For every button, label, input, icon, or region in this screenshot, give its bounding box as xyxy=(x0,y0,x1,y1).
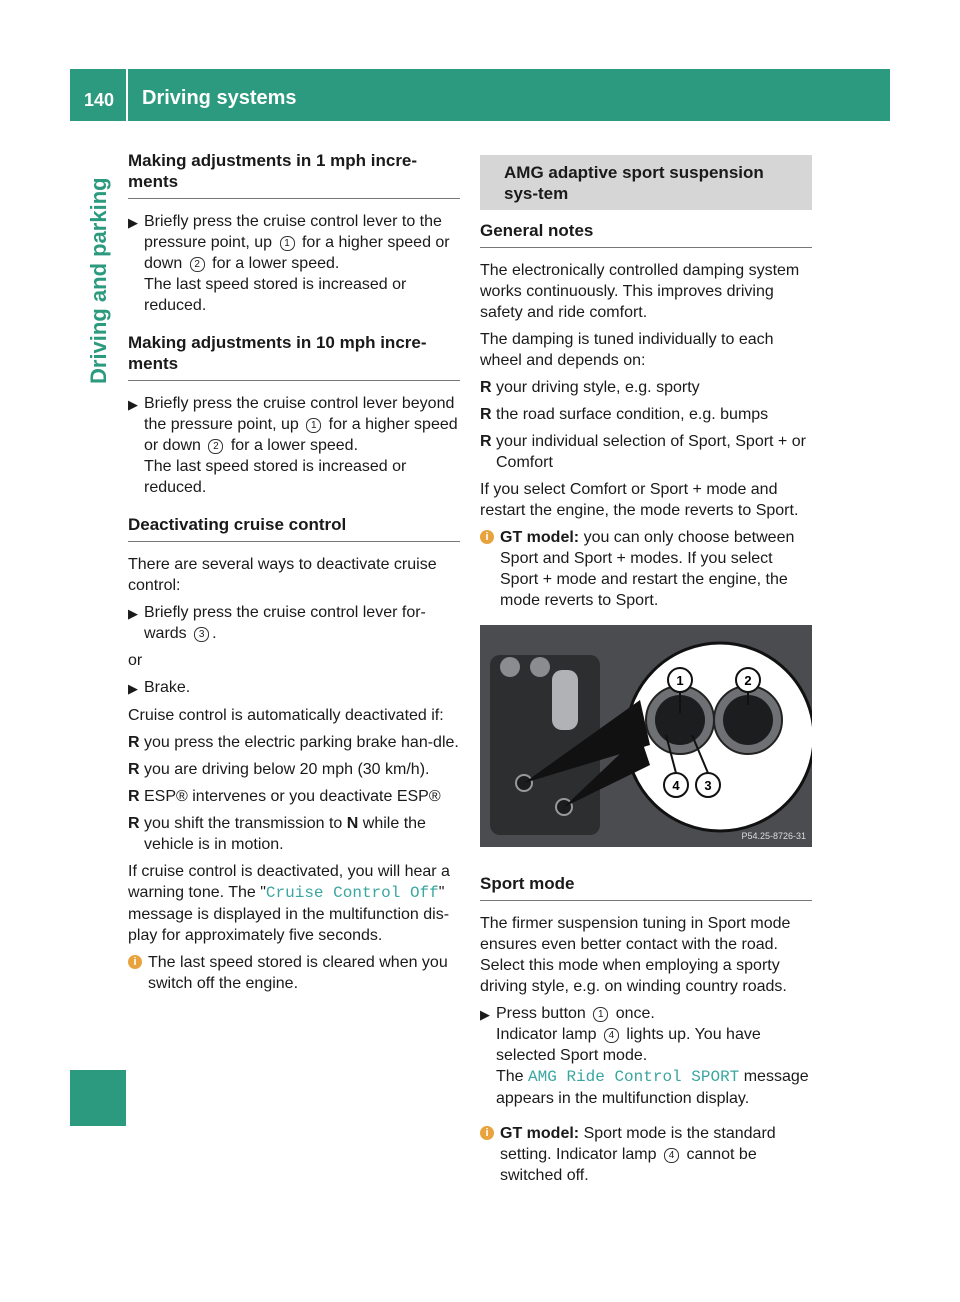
right-column xyxy=(480,155,812,1192)
console-photo xyxy=(480,625,812,847)
arrow-icon: ▶ xyxy=(480,1007,490,1022)
callout-1: 1 xyxy=(306,418,321,433)
paragraph: The electronically controlled damping system works continuously. This improves driving safety and ride comfort. xyxy=(480,262,800,321)
info-icon: i xyxy=(480,530,494,544)
page-number: 140 xyxy=(84,90,115,110)
step: ▶ Briefly press the cruise control lever to the pressure point, up 1 for a higher speed or down 2 for a lower speed. The last speed stored is increased or reduced. xyxy=(128,213,450,314)
callout-2: 2 xyxy=(190,257,205,272)
bullet: R your driving style, e.g. sporty xyxy=(480,379,700,396)
bullet: R your individual selection of Sport, Sport + or Comfort xyxy=(480,433,806,471)
side-tab-marker xyxy=(70,1070,126,1126)
heading-general-notes: General notes xyxy=(480,220,812,248)
arrow-icon: ▶ xyxy=(128,606,138,621)
paragraph: If cruise control is deactivated, you will hear a warning tone. The "Cruise Control Off" message is displayed in the multifunction dis-play for approximately five seconds. xyxy=(128,863,450,944)
step: ▶ Briefly press the cruise control lever for-wards 3 . xyxy=(128,604,426,642)
info-icon: i xyxy=(128,955,142,969)
paragraph: The damping is tuned individually to each wheel and depends on: xyxy=(480,331,774,369)
callout-1: 1 xyxy=(280,236,295,251)
arrow-icon: ▶ xyxy=(128,681,138,696)
photo-callout-3: 3 xyxy=(704,778,712,793)
arrow-icon: ▶ xyxy=(128,215,138,230)
step: ▶ Briefly press the cruise control lever beyond the pressure point, up 1 for a higher speed or down 2 for a lower speed. The last speed stored is increased or reduced. xyxy=(128,395,458,496)
gray-heading: AMG adaptive sport suspension sys-tem xyxy=(480,155,812,210)
heading-sport-mode: Sport mode xyxy=(480,873,812,901)
or-text: or xyxy=(128,652,143,669)
callout-4: 4 xyxy=(604,1028,619,1043)
info-icon: i xyxy=(480,1126,494,1140)
callout-2: 2 xyxy=(208,439,223,454)
heading-deactivating: Deactivating cruise control xyxy=(128,514,460,542)
bullet: R you are driving below 20 mph (30 km/h). xyxy=(128,761,430,778)
bullet: R you press the electric parking brake han-dle. xyxy=(128,734,459,751)
callout-3: 3 xyxy=(194,627,209,642)
step: ▶ Press button 1 once. Indicator lamp 4 lights up. You have selected Sport mode. The AMG Ride Control SPORT message appears in the multifunction display. xyxy=(480,1005,809,1107)
photo-callout-4: 4 xyxy=(672,778,680,793)
callout-4: 4 xyxy=(664,1148,679,1163)
photo-callout-1: 1 xyxy=(676,673,684,688)
step: ▶ Brake. xyxy=(128,677,460,699)
photo-callout-2: 2 xyxy=(744,673,752,688)
paragraph: If you select Comfort or Sport + mode and restart the engine, the mode reverts to Sport. xyxy=(480,481,799,519)
photo-code: P54.25-8726-31 xyxy=(741,831,806,841)
info-note: i GT model: you can only choose between Sport and Sport + modes. If you select Sport + mode and restart the engine, the mode reverts to Sport. xyxy=(480,527,812,611)
header-divider xyxy=(126,69,128,121)
info-note: i GT model: Sport mode is the standard setting. Indicator lamp 4 cannot be switched off. xyxy=(480,1123,812,1186)
arrow-icon: ▶ xyxy=(128,397,138,412)
paragraph: Cruise control is automatically deactivated if: xyxy=(128,707,444,724)
console-illustration xyxy=(480,625,812,847)
info-note: i The last speed stored is cleared when you switch off the engine. xyxy=(128,952,460,994)
display-message: AMG Ride Control SPORT xyxy=(528,1068,740,1086)
side-tab-label: Driving and parking xyxy=(86,177,111,384)
paragraph: The firmer suspension tuning in Sport mode ensures even better contact with the road. Select this mode when employing a sporty driving style, e.g. on winding country roads. xyxy=(480,915,791,995)
bullet: R ESP® intervenes or you deactivate ESP® xyxy=(128,788,441,805)
paragraph: There are several ways to deactivate cruise control: xyxy=(128,556,437,594)
callout-1: 1 xyxy=(593,1007,608,1022)
left-column xyxy=(128,150,460,1000)
bullet: R you shift the transmission to N while the vehicle is in motion. xyxy=(128,815,426,853)
heading-10mph: Making adjustments in 10 mph incre-ments xyxy=(128,332,460,381)
page-header xyxy=(70,69,890,121)
display-message: Cruise Control Off xyxy=(265,884,439,902)
heading-1mph: Making adjustments in 1 mph incre-ments xyxy=(128,150,460,199)
section-title: Driving systems xyxy=(142,87,297,109)
bullet: R the road surface condition, e.g. bumps xyxy=(480,406,769,423)
